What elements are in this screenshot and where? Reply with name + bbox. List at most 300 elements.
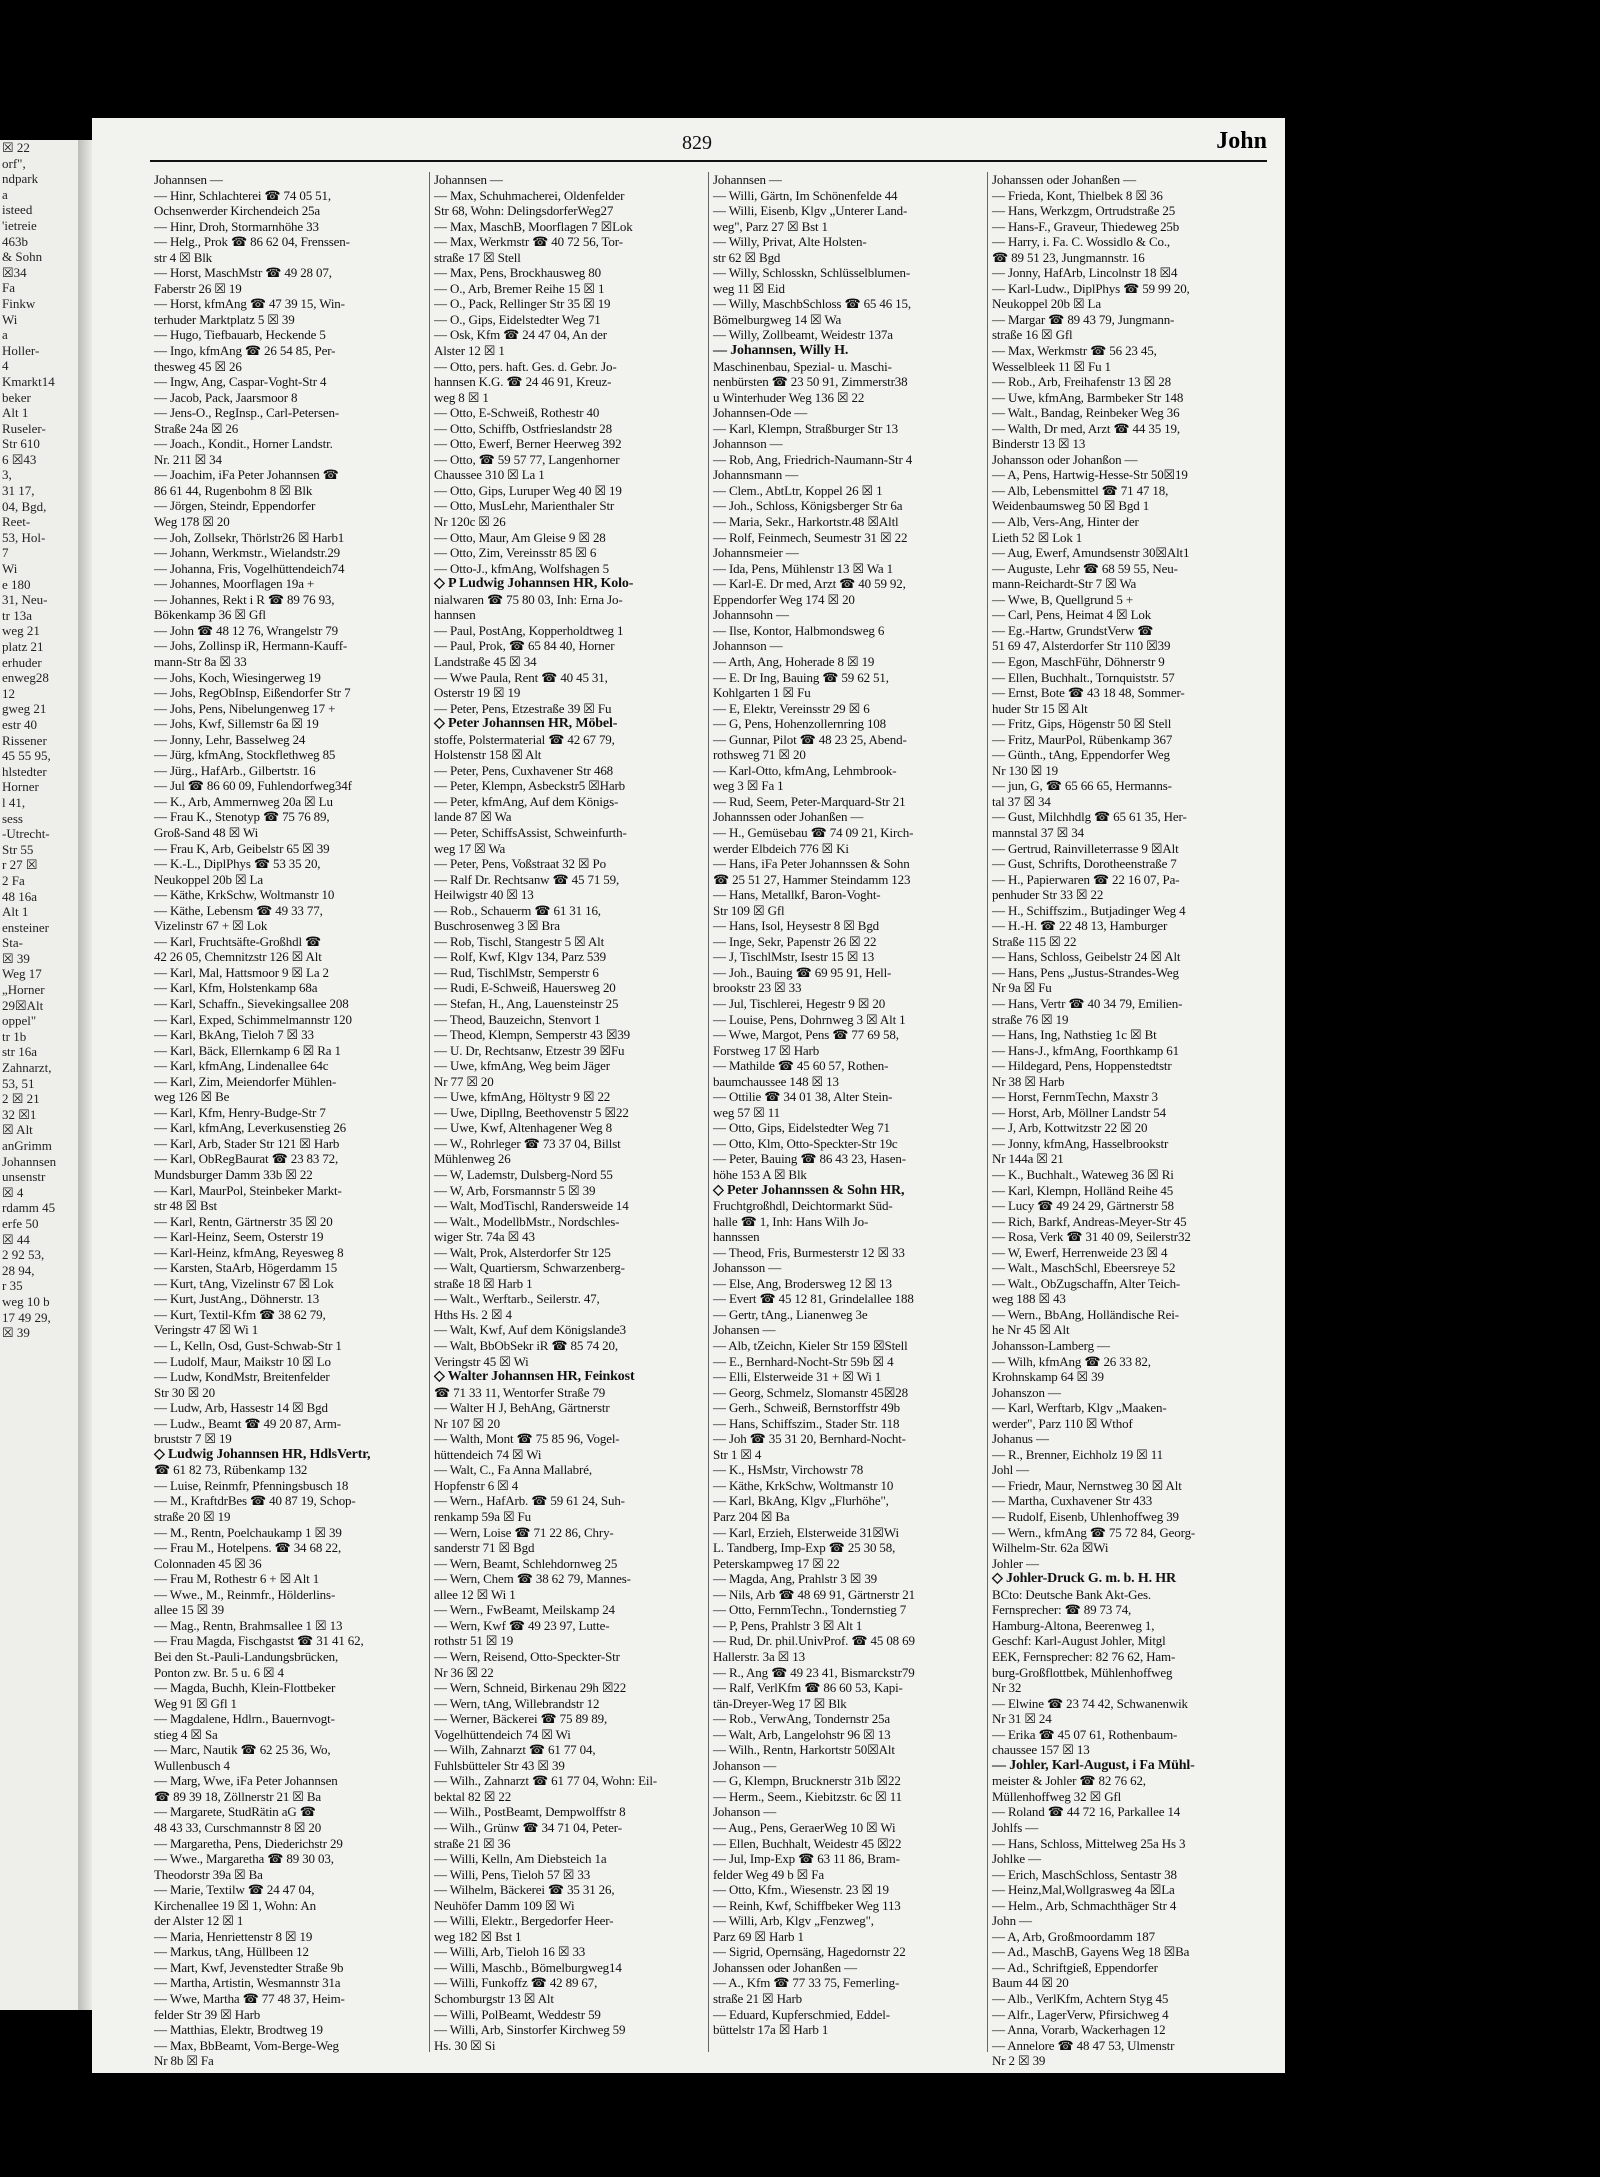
directory-entry-line: — Johs, Kwf, Sillemstr 6a ☒ 19 <box>154 716 319 732</box>
directory-entry-line: — Otto, ☎ 59 57 77, Langenhorner <box>434 451 620 467</box>
directory-entry-line: ◇ Walter Johannsen HR, Feinkost <box>434 1369 635 1385</box>
directory-entry-line: — Wwe Paula, Rent ☎ 40 45 31, <box>434 669 608 685</box>
directory-entry-line: Johannsen — <box>154 172 223 187</box>
directory-entry-line: — M., Rentn, Poelchaukamp 1 ☒ 39 <box>154 1524 342 1540</box>
directory-entry-line: — Willy, Schlosskn, Schlüsselblumen- <box>713 265 911 281</box>
directory-entry-line: — Frau K., Stenotyp ☎ 75 76 89, <box>154 809 330 825</box>
directory-entry-line: — Johannsen, Willy H. <box>713 343 849 359</box>
directory-entry-line: Nr 31 ☒ 24 <box>992 1711 1052 1727</box>
directory-entry-line: — Walth, Mont ☎ 75 85 96, Vogel- <box>434 1431 620 1447</box>
directory-entry-line: — Max, Schuhmacherei, Oldenfelder <box>434 187 625 203</box>
directory-entry-line: — Egon, MaschFühr, Döhnerstr 9 <box>992 653 1165 669</box>
directory-entry-line: — Walt, Kwf, Auf dem Königslande3 <box>434 1322 626 1338</box>
directory-entry-line: 48 43 33, Curschmannstr 8 ☒ 20 <box>154 1819 322 1835</box>
directory-entry-line: — Wwe, Margot, Pens ☎ 77 69 58, <box>713 1027 899 1043</box>
directory-entry-line: bektal 82 ☒ 22 <box>434 1788 512 1804</box>
directory-entry-line: — Rudi, E-Schweiß, Hauersweg 20 <box>434 980 616 996</box>
directory-entry-line: Krohnskamp 64 ☒ 39 <box>992 1369 1104 1385</box>
directory-entry-line: L. Tandberg, Imp-Exp ☎ 25 30 58, <box>713 1540 896 1556</box>
previous-page-line: Johannsen <box>2 1153 57 1169</box>
directory-entry-line: Johanssen oder Johanßen — <box>992 172 1136 187</box>
directory-entry-line: — Hans, Schloss, Mittelweg 25a Hs 3 <box>992 1835 1186 1851</box>
directory-entry-line: — Auguste, Lehr ☎ 68 59 55, Neu- <box>992 560 1178 576</box>
directory-entry-line: Schomburgstr 13 ☒ Alt <box>434 1990 554 2006</box>
directory-entry-line: — Horst, Arb, Möllner Landstr 54 <box>992 1104 1166 1120</box>
previous-page-line: Horner <box>2 779 39 795</box>
directory-entry-line: — Uwe, kfmAng, Höltystr 9 ☒ 22 <box>434 1089 611 1105</box>
directory-entry-line: — Wilhelm, Bäckerei ☎ 35 31 26, <box>434 1882 615 1898</box>
directory-entry-line: — Frau Magda, Fischgastst ☎ 31 41 62, <box>154 1633 364 1649</box>
directory-entry-line: — Rud, Dr. phil.UnivProf. ☎ 45 08 69 <box>713 1633 915 1649</box>
directory-entry-line: — Willi, Funkoffz ☎ 42 89 67, <box>434 1975 598 1991</box>
directory-entry-line: — Walt., ModellbMstr., Nordschles- <box>434 1213 620 1229</box>
directory-entry-line: — Johs, Zollinsp iR, Hermann-Kauff- <box>154 638 348 654</box>
previous-page-line: Zahnarzt, <box>2 1060 52 1076</box>
directory-entry-line: huder Str 15 ☒ Alt <box>992 700 1088 716</box>
directory-entry-line: Johansen — <box>713 1322 776 1338</box>
directory-entry-line: — Karl, Exped, Schimmelmannstr 120 <box>154 1011 352 1027</box>
directory-entry-line: — Uwe, kfmAng, Weg beim Jäger <box>434 1058 610 1074</box>
directory-entry-line: — Wwe, B, Quellgrund 5 + <box>992 591 1134 607</box>
directory-entry-line: Johlfs — <box>992 1819 1039 1835</box>
directory-entry-line: — Carl, Pens, Heimat 4 ☒ Lok <box>992 607 1152 623</box>
directory-entry-line: — Joachim, iFa Peter Johannsen ☎ <box>154 467 339 483</box>
directory-entry-line: — Gerh., Schweiß, Bernstorffstr 49b <box>713 1400 900 1416</box>
directory-entry-line: — G, Pens, Hohenzollernring 108 <box>713 716 886 732</box>
directory-entry-line: — Hinr, Droh, Stormarnhöhe 33 <box>154 218 319 234</box>
directory-entry-line: Nr 38 ☒ Harb <box>992 1073 1065 1089</box>
directory-entry-line: hannssen <box>713 1229 760 1245</box>
directory-entry-line: renkamp 59a ☒ Fu <box>434 1509 531 1525</box>
directory-entry-line: — K., HsMstr, Virchowstr 78 <box>713 1462 864 1478</box>
directory-entry-line: — Karl, Arb, Stader Str 121 ☒ Harb <box>154 1135 340 1151</box>
directory-entry-line: — Karsten, StaArb, Högerdamm 15 <box>154 1260 338 1276</box>
previous-page-line: sess <box>2 810 23 826</box>
directory-entry-line: — Ingw, Ang, Caspar-Voght-Str 4 <box>154 374 327 390</box>
directory-entry-line: — Aug, Ewerf, Amundsenstr 30☒Alt1 <box>992 545 1190 561</box>
directory-entry-line: Hamburg-Altona, Beerenweg 1, <box>992 1617 1155 1633</box>
directory-entry-line: Johlke — <box>992 1851 1041 1867</box>
directory-entry-line: — Elli, Elsterweide 31 + ☒ Wi 1 <box>713 1369 882 1385</box>
directory-entry-line: felder Str 39 ☒ Harb <box>154 2006 261 2022</box>
previous-page-line: str 16a <box>2 1044 38 1060</box>
directory-entry-line: Kirchenallee 19 ☒ 1, Wohn: An <box>154 1897 316 1913</box>
directory-entry-line: John — <box>992 1913 1032 1929</box>
directory-entry-line: — Maria, Sekr., Harkortstr.48 ☒Altl <box>713 514 899 530</box>
directory-entry-line: — Rosa, Verk ☎ 31 40 09, Seilerstr32 <box>992 1229 1191 1245</box>
directory-entry-line: — Magdalene, Hdlrn., Bauernvogt- <box>154 1711 335 1727</box>
directory-entry-line: Baum 44 ☒ 20 <box>992 1975 1069 1991</box>
directory-entry-line: Groß-Sand 48 ☒ Wi <box>154 824 259 840</box>
previous-page-line: anGrimm <box>2 1138 52 1153</box>
directory-entry-line: — Wilh., Rentn, Harkortstr 50☒Alt <box>713 1742 895 1758</box>
directory-entry-line: — Margar ☎ 89 43 79, Jungmann- <box>992 311 1175 327</box>
directory-entry-line: — Gertr, tAng., Lianenweg 3e <box>713 1306 868 1322</box>
directory-entry-line: — Jul ☎ 86 60 09, Fuhlendorfweg34f <box>154 778 352 794</box>
directory-entry-line: Veringstr 47 ☒ Wi 1 <box>154 1322 259 1338</box>
directory-entry-line: — Johs, RegObInsp, Eißendorfer Str 7 <box>154 685 351 701</box>
directory-entry-line: — Hinr, Schlachterei ☎ 74 05 51, <box>154 187 331 203</box>
directory-entry-line: ☎ 25 51 27, Hammer Steindamm 123 <box>713 871 911 887</box>
directory-entry-line: hüttendeich 74 ☒ Wi <box>434 1446 542 1462</box>
directory-entry-line: stieg 4 ☒ Sa <box>154 1726 218 1742</box>
previous-page-line: Str 610 <box>2 436 40 452</box>
directory-entry-line: — Hans, iFa Peter Johannssen & Sohn <box>713 856 910 872</box>
previous-page-line: Str 55 <box>2 841 34 857</box>
directory-entry-line: Fernsprecher: ☎ 89 73 74, <box>992 1602 1132 1618</box>
directory-entry-line: — Jonny, Lehr, Basselweg 24 <box>154 731 306 747</box>
directory-entry-line: straße 18 ☒ Harb 1 <box>434 1275 533 1291</box>
directory-entry-line: — Karl, Klempn, Straßburger Str 13 <box>713 420 898 436</box>
directory-entry-line: — Fritz, Gips, Högenstr 50 ☒ Stell <box>992 716 1172 732</box>
previous-page-line: Weg 17 <box>2 966 42 982</box>
directory-entry-line: — Rob, Tischl, Stangestr 5 ☒ Alt <box>434 933 605 949</box>
previous-page-line: Finkw <box>2 295 36 311</box>
directory-entry-line: — Otto, Schiffb, Ostfrieslandstr 28 <box>434 420 612 436</box>
directory-entry-line: — Karl, Werftarb, Klgv „Maaken- <box>992 1400 1167 1416</box>
directory-entry-line: — Jul, Tischlerei, Hegestr 9 ☒ 20 <box>713 995 886 1011</box>
directory-entry-line: — Willi, Arb, Sinstorfer Kirchweg 59 <box>434 2022 626 2038</box>
directory-entry-line: Johanus — <box>992 1431 1049 1447</box>
previous-page-line: a <box>2 186 8 202</box>
previous-page-line: unsenstr <box>2 1169 46 1185</box>
previous-page-line: Wi <box>2 311 18 327</box>
directory-entry-line: — Horst, FernmTechn, Maxstr 3 <box>992 1089 1158 1105</box>
directory-entry-line: — Walt, C., Fa Anna Mallabré, <box>434 1462 592 1478</box>
directory-entry-line: — K.-L., DiplPhys ☎ 53 35 20, <box>154 856 321 872</box>
directory-entry-line: Heilwigstr 40 ☒ 13 <box>434 887 534 903</box>
directory-entry-line: — Mart, Kwf, Jevenstedter Straße 9b <box>154 1959 344 1975</box>
directory-entry-line: — J, Arb, Kottwitzstr 22 ☒ 20 <box>992 1120 1148 1136</box>
previous-page-line: „Horner <box>2 982 45 998</box>
directory-entry-line: — Jens-O., RegInsp., Carl-Petersen- <box>154 405 340 421</box>
directory-entry-line: — Joh ☎ 35 31 20, Bernhard-Nocht- <box>713 1431 906 1447</box>
directory-entry-line: — Horst, kfmAng ☎ 47 39 15, Win- <box>154 296 345 312</box>
directory-entry-line: ◇ Ludwig Johannsen HR, HdlsVertr, <box>154 1446 371 1462</box>
directory-entry-line: — Karl, Klempn, Holländ Reihe 45 <box>992 1182 1174 1198</box>
directory-entry-line: ◇ P Ludwig Johannsen HR, Kolo- <box>434 576 634 592</box>
directory-entry-line: chaussee 157 ☒ 13 <box>992 1742 1090 1758</box>
directory-entry-line: — Johann, Werkmstr., Wielandstr.29 <box>154 545 341 561</box>
directory-entry-line: — Willi, PolBeamt, Weddestr 59 <box>434 2006 601 2022</box>
directory-entry-line: Binderstr 13 ☒ 13 <box>992 436 1086 452</box>
directory-entry-line: — Heinz,Mal,Wollgrasweg 4a ☒La <box>992 1882 1175 1898</box>
directory-entry-line: Nr 36 ☒ 22 <box>434 1664 494 1680</box>
directory-entry-line: — Rob., Schauerm ☎ 61 31 16, <box>434 902 601 918</box>
directory-entry-line: Johannson — <box>713 638 783 654</box>
directory-entry-line: — Willi, Elektr., Bergedorfer Heer- <box>434 1913 614 1929</box>
directory-entry-line: — Karl, Zim, Meiendorfer Mühlen- <box>154 1073 337 1089</box>
directory-entry-line: ☎ 61 82 73, Rübenkamp 132 <box>154 1462 308 1478</box>
directory-entry-line: straße 21 ☒ Harb <box>713 1990 803 2006</box>
directory-entry-line: — Sigrid, Opernsäng, Hagedornstr 22 <box>713 1944 906 1960</box>
previous-page-line: Wi <box>2 561 18 577</box>
directory-entry-line: — Wern., HafArb. ☎ 59 61 24, Suh- <box>434 1493 625 1509</box>
directory-entry-line: ☎ 71 33 11, Wentorfer Straße 79 <box>434 1384 606 1400</box>
directory-entry-line: ◇ Peter Johannsen HR, Möbel- <box>434 716 618 732</box>
directory-entry-line: — Maria, Henriettenstr 8 ☒ 19 <box>154 1928 313 1944</box>
directory-entry-line: Ponton zw. Br. 5 u. 6 ☒ 4 <box>154 1664 284 1680</box>
directory-entry-line: — Annelore ☎ 48 47 53, Ulmenstr <box>992 2037 1175 2053</box>
directory-entry-line: — Wern, Reisend, Otto-Speckter-Str <box>434 1648 620 1664</box>
directory-entry-line: tal 37 ☒ 34 <box>992 793 1051 809</box>
directory-entry-line: mannstal 37 ☒ 34 <box>992 824 1084 840</box>
previous-page-line: 32 ☒1 <box>2 1106 37 1122</box>
directory-entry-line: — Karl-Heinz, kfmAng, Reyesweg 8 <box>154 1244 344 1260</box>
directory-entry-line: — Ralf, VerlKfm ☎ 86 60 53, Kapi- <box>713 1680 903 1696</box>
previous-page-line: 17 49 29, <box>2 1309 51 1325</box>
directory-entry-line: — Jürg., HafArb., Gilbertstr. 16 <box>154 762 316 778</box>
directory-entry-line: — Walt., ObZugschaffn, Alter Teich- <box>992 1275 1181 1291</box>
previous-page-line: ☒ 39 <box>2 950 30 966</box>
directory-entry-line: Nr 77 ☒ 20 <box>434 1073 494 1089</box>
previous-page-line: Holler- <box>2 342 40 358</box>
directory-entry-line: — Wern., kfmAng ☎ 75 72 84, Georg- <box>992 1524 1196 1540</box>
directory-entry-line: — W, Ewerf, Herrenweide 23 ☒ 4 <box>992 1244 1168 1260</box>
directory-entry-line: Theodorstr 39a ☒ Ba <box>154 1866 263 1882</box>
directory-entry-line: Johanson — <box>713 1804 777 1820</box>
directory-entry-line: — Uwe, Kwf, Altenhagener Weg 8 <box>434 1120 612 1136</box>
directory-entry-line: mann-Str 8a ☒ 33 <box>154 653 247 669</box>
directory-entry-line: — Jörgen, Steindr, Eppendorfer <box>154 498 316 514</box>
directory-entry-line: Johl — <box>992 1462 1030 1478</box>
directory-entry-line: Johannsen-Ode — <box>713 405 808 421</box>
previous-page-line: ☒ 39 <box>2 1325 30 1341</box>
directory-entry-line: Nr. 211 ☒ 34 <box>154 451 222 467</box>
directory-entry-line: Bei den St.-Pauli-Landungsbrücken, <box>154 1648 339 1664</box>
directory-entry-line: — Karl, BkAng, Tieloh 7 ☒ 33 <box>154 1027 314 1043</box>
directory-entry-line: Straße 115 ☒ 22 <box>992 933 1077 949</box>
directory-entry-line: Johannson — <box>713 436 783 452</box>
directory-entry-line: Mundsburger Damm 33b ☒ 22 <box>154 1167 313 1182</box>
directory-entry-line: — Alfr., LagerVerw, Pfirsichweg 4 <box>992 2006 1169 2022</box>
directory-entry-line: — J, TischlMstr, Isestr 15 ☒ 13 <box>713 949 875 965</box>
previous-page-line: platz 21 <box>2 639 44 654</box>
directory-entry-line: Hallerstr. 3a ☒ 13 <box>713 1648 805 1664</box>
previous-page-line: ☒ 44 <box>2 1231 30 1247</box>
directory-entry-line: — Frau K, Arb, Geibelstr 65 ☒ 39 <box>154 840 330 856</box>
directory-entry-line: Faberstr 26 ☒ 19 <box>154 280 242 296</box>
page-header <box>92 118 1285 168</box>
directory-entry-line: Lieth 52 ☒ Lok 1 <box>992 529 1083 545</box>
directory-entry-line: weg", Parz 27 ☒ Bst 1 <box>713 218 828 234</box>
directory-entry-line: — Karl, ObRegBaurat ☎ 23 83 72, <box>154 1151 339 1167</box>
directory-entry-line: Johanson — <box>713 1757 777 1773</box>
previous-page-line: -Utrecht- <box>2 826 50 842</box>
directory-entry-line: weg 126 ☒ Be <box>154 1089 230 1105</box>
previous-page-line: weg 10 b <box>2 1293 50 1309</box>
previous-page-line: enweg28 <box>2 670 49 686</box>
column-2 <box>429 172 708 2052</box>
directory-entry-line: — Otto, Gips, Eidelstedter Weg 71 <box>713 1120 890 1136</box>
directory-entry-line: — Jürg, kfmAng, Stockflethweg 85 <box>154 747 336 763</box>
directory-entry-line: Veringstr 45 ☒ Wi <box>434 1353 529 1369</box>
previous-page-line: 12 <box>2 685 15 701</box>
directory-entry-line: — Karl-Otto, kfmAng, Lehmbrook- <box>713 762 897 778</box>
directory-entry-line: — Joach., Kondit., Horner Landstr. <box>154 436 333 452</box>
directory-entry-line: — Theod, Bauzeichn, Stenvort 1 <box>434 1011 601 1027</box>
directory-entry-line: — Alb., VerlKfm, Achtern Styg 45 <box>992 1990 1169 2006</box>
previous-page-line: e 180 <box>2 576 31 592</box>
directory-entry-line: — P, Pens, Prahlstr 3 ☒ Alt 1 <box>713 1617 863 1633</box>
directory-entry-line: Johannsen — <box>713 172 782 187</box>
directory-entry-line: — Peter, SchiffsAssist, Schweinfurth- <box>434 824 627 840</box>
directory-entry-line: Bökenkamp 36 ☒ Gfl <box>154 607 266 623</box>
directory-entry-line: — Wwe, Martha ☎ 77 48 37, Heim- <box>154 1990 345 2006</box>
directory-entry-line: — Else, Ang, Brodersweg 12 ☒ 13 <box>713 1275 892 1291</box>
directory-entry-line: brookstr 23 ☒ 33 <box>713 980 802 996</box>
previous-page-line: ensteiner <box>2 919 49 935</box>
directory-entry-line: weg 3 ☒ Fa 1 <box>713 778 784 794</box>
directory-entry-line: — Matthias, Elektr, Brodtweg 19 <box>154 2022 323 2038</box>
directory-entry-line: — Rudolf, Eisenb, Uhlenhoffweg 39 <box>992 1509 1179 1525</box>
directory-entry-line: bruststr 7 ☒ 19 <box>154 1431 232 1447</box>
directory-entry-line: str 48 ☒ Bst <box>154 1198 217 1214</box>
directory-entry-line: Nr 107 ☒ 20 <box>434 1415 500 1431</box>
directory-entry-line: — Alb, Vers-Ang, Hinter der <box>992 514 1139 530</box>
directory-entry-line: Maschinenbau, Spezial- u. Maschi- <box>713 358 892 374</box>
directory-entry-line: — Wern, Schneid, Birkenau 29h ☒22 <box>434 1680 627 1696</box>
previous-page-line: tr 13a <box>2 607 32 623</box>
directory-entry-line: rothsweg 71 ☒ 20 <box>713 747 806 763</box>
previous-page-line: weg 21 <box>2 623 40 639</box>
previous-page-line: 2 Fa <box>2 872 25 888</box>
directory-entry-line: — Otto, Gips, Luruper Weg 40 ☒ 19 <box>434 482 622 498</box>
directory-entry-line: — Willi, Gärtn, Im Schönenfelde 44 <box>713 187 898 203</box>
directory-entry-line: — Karl, Rentn, Gärtnerstr 35 ☒ 20 <box>154 1213 333 1229</box>
page-number: 829 <box>682 132 712 154</box>
directory-entry-line: Osterstr 19 ☒ 19 <box>434 685 521 701</box>
directory-entry-line: BCto: Deutsche Bank Akt-Ges. <box>992 1586 1152 1602</box>
previous-page-line: Reet- <box>2 514 31 530</box>
directory-entry-line: — Hans-J., kfmAng, Foorthkamp 61 <box>992 1042 1179 1058</box>
directory-entry-line: — Theod, Fris, Burmesterstr 12 ☒ 33 <box>713 1244 905 1260</box>
directory-entry-line: hannsen <box>434 607 476 623</box>
column-4 <box>987 172 1266 2069</box>
directory-entry-line: — Willi, Pens, Tieloh 57 ☒ 33 <box>434 1866 591 1882</box>
directory-entry-line: — Walt, Arb, Langelohstr 96 ☒ 13 <box>713 1726 891 1742</box>
directory-entry-line: — Erika ☎ 45 07 61, Rothenbaum- <box>992 1726 1178 1742</box>
directory-entry-line: Parz 204 ☒ Ba <box>713 1509 790 1525</box>
directory-entry-line: — Gust, Schrifts, Dorotheenstraße 7 <box>992 856 1177 872</box>
directory-entry-line: baumchaussee 148 ☒ 13 <box>713 1073 839 1089</box>
directory-entry-line: — Rob, Ang, Friedrich-Naumann-Str 4 <box>713 451 913 467</box>
directory-entry-line: — O., Gips, Eidelstedter Weg 71 <box>434 311 601 327</box>
directory-entry-line: — Wilh, kfmAng ☎ 26 33 82, <box>992 1353 1151 1369</box>
directory-entry-line: — Karl, kfmAng, Leverkusenstieg 26 <box>154 1120 347 1136</box>
directory-entry-line: Alster 12 ☒ 1 <box>434 343 505 359</box>
directory-entry-line: stoffe, Polstermaterial ☎ 42 67 79, <box>434 731 615 747</box>
previous-page-line: 29☒Alt <box>2 997 44 1013</box>
directory-entry-line: — Otto, Maur, Am Gleise 9 ☒ 28 <box>434 529 606 545</box>
previous-page-line: r 27 ☒ <box>2 857 38 873</box>
directory-entry-line: — Karl, Mal, Hattsmoor 9 ☒ La 2 <box>154 964 329 980</box>
directory-entry-line: Kohlgarten 1 ☒ Fu <box>713 685 811 701</box>
directory-entry-line: — Wern., BbAng, Holländische Rei- <box>992 1306 1179 1322</box>
directory-entry-line: werder Elbdeich 776 ☒ Ki <box>713 840 849 856</box>
directory-entry-line: — M., KraftdrBes ☎ 40 87 19, Schop- <box>154 1493 356 1509</box>
directory-entry-line: — Uwe, Dipllng, Beethovenstr 5 ☒22 <box>434 1104 629 1120</box>
previous-page-line: erhuder <box>2 654 42 670</box>
directory-entry-line: — Hans, Werkzgm, Ortrudstraße 25 <box>992 203 1176 219</box>
directory-entry-line: — Ludw, KondMstr, Breitenfelder <box>154 1369 330 1385</box>
directory-entry-line: — H., Schiffszim., Butjadinger Weg 4 <box>992 902 1186 918</box>
directory-entry-line: felder Weg 49 b ☒ Fa <box>713 1866 824 1882</box>
directory-entry-line: — Theod, Klempn, Semperstr 43 ☒39 <box>434 1027 631 1043</box>
directory-entry-line: — Uwe, kfmAng, Barmbeker Str 148 <box>992 389 1184 405</box>
directory-entry-line: — Marg, Wwe, iFa Peter Johannsen <box>154 1773 338 1789</box>
previous-page-edge <box>0 140 78 2010</box>
previous-page-line: 45 55 95, <box>2 748 51 764</box>
directory-entry-line: Johannssen oder Johanßen — <box>713 809 864 825</box>
directory-entry-line: Neukoppel 20b ☒ La <box>154 871 263 887</box>
directory-entry-line: — Reinh, Kwf, Schiffbeker Weg 113 <box>713 1897 901 1913</box>
directory-entry-line: — H., Gemüsebau ☎ 74 09 21, Kirch- <box>713 824 914 840</box>
directory-entry-line: Neuhöfer Damm 109 ☒ Wi <box>434 1897 575 1913</box>
directory-entry-line: — Eg.-Hartw, GrundstVerw ☎ <box>992 622 1154 638</box>
directory-entry-line: Colonnaden 45 ☒ 36 <box>154 1555 262 1571</box>
directory-entry-line: — Osk, Kfm ☎ 24 47 04, An der <box>434 327 607 343</box>
directory-entry-line: — Rob., VerwAng, Tondernstr 25a <box>713 1711 891 1727</box>
directory-entry-line: — Käthe, Lebensm ☎ 49 33 77, <box>154 902 323 918</box>
directory-entry-line: — Karl, Kfm, Henry-Budge-Str 7 <box>154 1104 326 1120</box>
directory-entry-line: 51 69 47, Alsterdorfer Str 110 ☒39 <box>992 638 1171 654</box>
directory-entry-line: straße 76 ☒ 19 <box>992 1011 1069 1027</box>
directory-entry-line: der Alster 12 ☒ 1 <box>154 1913 244 1929</box>
directory-entry-line: — Otto, Ewerf, Berner Heerweg 392 <box>434 436 622 452</box>
directory-entry-line: — Johs, Pens, Nibelungenweg 17 + <box>154 700 336 716</box>
directory-entry-line: — Fritz, MaurPol, Rübenkamp 367 <box>992 731 1173 747</box>
directory-entry-line: — Harry, i. Fa. C. Wossidlo & Co., <box>992 234 1171 250</box>
directory-entry-line: Johannsohn — <box>713 607 789 623</box>
directory-entry-line: — Marc, Nautik ☎ 62 25 36, Wo, <box>154 1742 331 1758</box>
directory-entry-line: weg 17 ☒ Wa <box>434 840 506 856</box>
directory-entry-line: — Otto-J., kfmAng, Wolfshagen 5 <box>434 560 609 576</box>
directory-entry-line: Johanszon — <box>992 1384 1061 1400</box>
directory-entry-line: EEK, Fernsprecher: 82 76 62, Ham- <box>992 1648 1176 1664</box>
directory-entry-line: nialwaren ☎ 75 80 03, Inh: Erna Jo- <box>434 591 623 607</box>
previous-page-line: Rissener <box>2 732 47 748</box>
directory-entry-line: Bömelburgweg 14 ☒ Wa <box>713 311 842 327</box>
directory-entry-line: — Frieda, Kont, Thielbek 8 ☒ 36 <box>992 187 1163 203</box>
directory-entry-line: Fruchtgroßhdl, Deichtormarkt Süd- <box>713 1198 893 1214</box>
directory-entry-line: Nr 130 ☒ 19 <box>992 762 1058 778</box>
directory-entry-line: penhuder Str 33 ☒ 22 <box>992 887 1104 903</box>
directory-entry-line: Johansson oder Johanßon — <box>992 451 1138 467</box>
directory-entry-line: — Gust, Milchhdlg ☎ 65 61 35, Her- <box>992 809 1187 825</box>
directory-entry-line: — Kurt, JustAng., Döhnerstr. 13 <box>154 1291 320 1307</box>
directory-entry-line: — Otto, pers. haft. Ges. d. Gebr. Jo- <box>434 358 617 374</box>
directory-entry-line: Wullenbusch 4 <box>154 1757 230 1773</box>
directory-entry-line: — Ad., Schriftgieß, Eppendorfer <box>992 1959 1158 1975</box>
directory-entry-line: — Käthe, KrkSchw, Woltmanstr 10 <box>154 887 335 903</box>
directory-entry-line: — Walt, Prok, Alsterdorfer Str 125 <box>434 1244 611 1260</box>
directory-entry-line: — Walter H J, BehAng, Gärtnerstr <box>434 1400 610 1416</box>
directory-entry-line: terhuder Marktplatz 5 ☒ 39 <box>154 311 295 327</box>
directory-entry-line: Landstraße 45 ☒ 34 <box>434 653 537 669</box>
directory-entry-line: — Jonny, kfmAng, Hasselbrookstr <box>992 1135 1169 1151</box>
directory-entry-line: — Karl, Bäck, Ellernkamp 6 ☒ Ra 1 <box>154 1042 341 1058</box>
previous-page-line: Kmarkt14 <box>2 373 55 389</box>
directory-entry-line: — Eduard, Kupferschmied, Eddel- <box>713 2006 890 2022</box>
directory-entry-line: — Frau M, Rothestr 6 + ☒ Alt 1 <box>154 1571 320 1587</box>
directory-entry-line: Parz 69 ☒ Harb 1 <box>713 1928 804 1944</box>
previous-page-line: ☒ 22 <box>2 140 30 155</box>
directory-entry-line: — A., Kfm ☎ 77 33 75, Femerling- <box>713 1975 900 1991</box>
directory-entry-line: — Max, Werkmstr ☎ 56 23 45, <box>992 343 1157 359</box>
directory-entry-line: Fuhlsbütteler Str 43 ☒ 39 <box>434 1757 565 1773</box>
directory-entry-line: — Ilse, Kontor, Halbmondsweg 6 <box>713 622 885 638</box>
